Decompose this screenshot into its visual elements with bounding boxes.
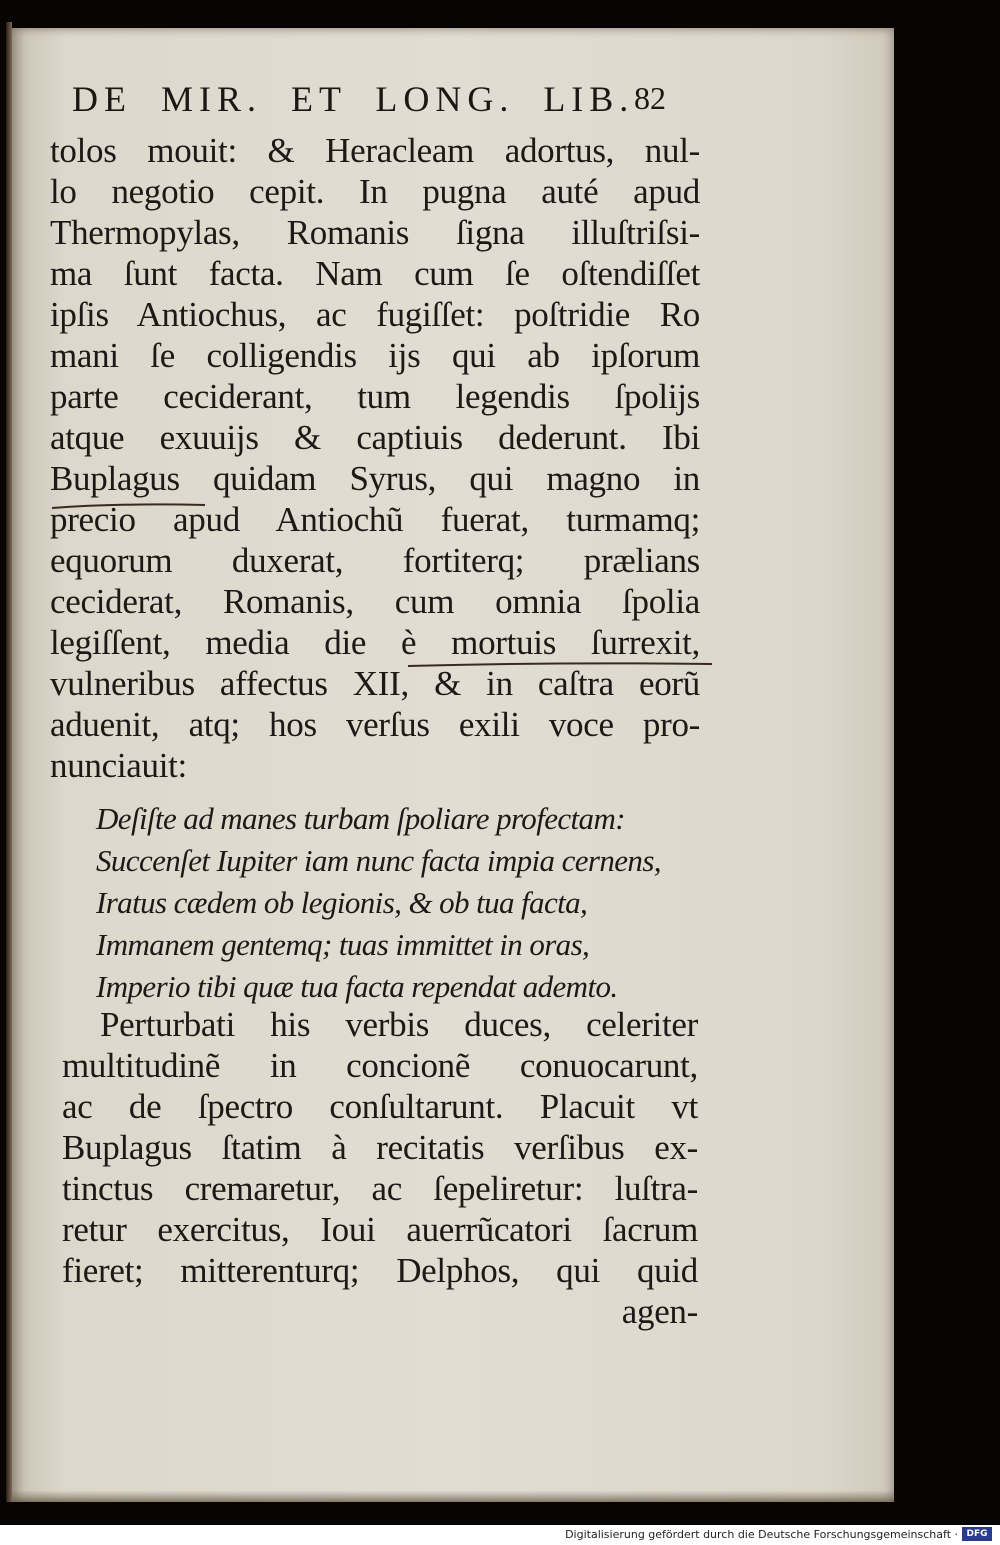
text-line: tolos mouit: & Heracleam adortus, nul- [50,131,700,170]
running-head: DE MIR. ET LONG. LIB. [72,79,635,119]
text-line: Buplagus quidam Syrus, qui magno in [50,459,700,498]
digitization-credit: Digitalisierung gefördert durch die Deutsche Forschungsgemeinschaft · [565,1528,958,1541]
text-line: ceciderat, Romanis, cum omnia ſpolia [50,582,700,621]
text-line: vulneribus affectus XII, & in caſtra eorũ [50,664,700,703]
text-line: atque exuuijs & captiuis dederunt. Ibi [50,418,700,457]
text-line: tinctus cremaretur, ac ſepeliretur: luſtra- [62,1169,698,1208]
dfg-logo: DFG [962,1527,992,1541]
page-shadow [12,1490,894,1502]
text-line: multitudinẽ in concionẽ conuocarunt, [62,1046,698,1085]
text-line: nunciauit: [50,746,187,785]
main-text [50,130,700,786]
text-line: mani ſe colligendis ijs qui ab ipſorum [50,336,700,375]
verse-line: Iratus cædem ob legionis, & ob tua facta, [96,885,588,920]
text-line: fieret; mitterenturq; Delphos, qui quid [62,1251,698,1290]
verse-passage [96,798,706,1008]
text-line: precio apud Antiochũ fuerat, turmamq; [50,500,700,539]
text-line: aduenit, atq; hos verſus exili voce pro- [50,705,700,744]
text-line: Perturbati his verbis duces, celeriter [100,1005,698,1044]
text-line: ma ſunt facta. Nam cum ſe oſtendiſſet [50,254,700,293]
text-line: ac de ſpectro conſultarunt. Placuit vt [62,1087,698,1126]
text-line: Buplagus ſtatim à recitatis verſibus ex- [62,1128,698,1167]
text-line: equorum duxerat, fortiterq; prælians [50,541,700,580]
text-line: legiſſent, media die è mortuis ſurrexit, [50,623,700,662]
text-line: retur exercitus, Ioui auerrũcatori ſacrum [62,1210,698,1249]
verse-line: Succenſet Iupiter iam nunc facta impia cernens, [96,843,661,878]
text-line: Thermopylas, Romanis ſigna illuſtriſsi- [50,213,700,252]
verse-line: Deſiſte ad manes turbam ſpoliare profectam: [96,801,625,836]
text-line: ipſis Antiochus, ac fugiſſet: poſtridie Ro [50,295,700,334]
verse-line: Imperio tibi quæ tua facta rependat ademto. [96,969,618,1004]
page-number: 82 [634,80,666,116]
text-line: parte ceciderant, tum legendis ſpolijs [50,377,700,416]
catchword: agen- [621,1292,698,1331]
text-line: lo negotio cepit. In pugna auté apud [50,172,700,211]
verse-line: Immanem gentemq; tuas immittet in oras, [96,927,590,962]
main-text-continued [62,1004,698,1332]
